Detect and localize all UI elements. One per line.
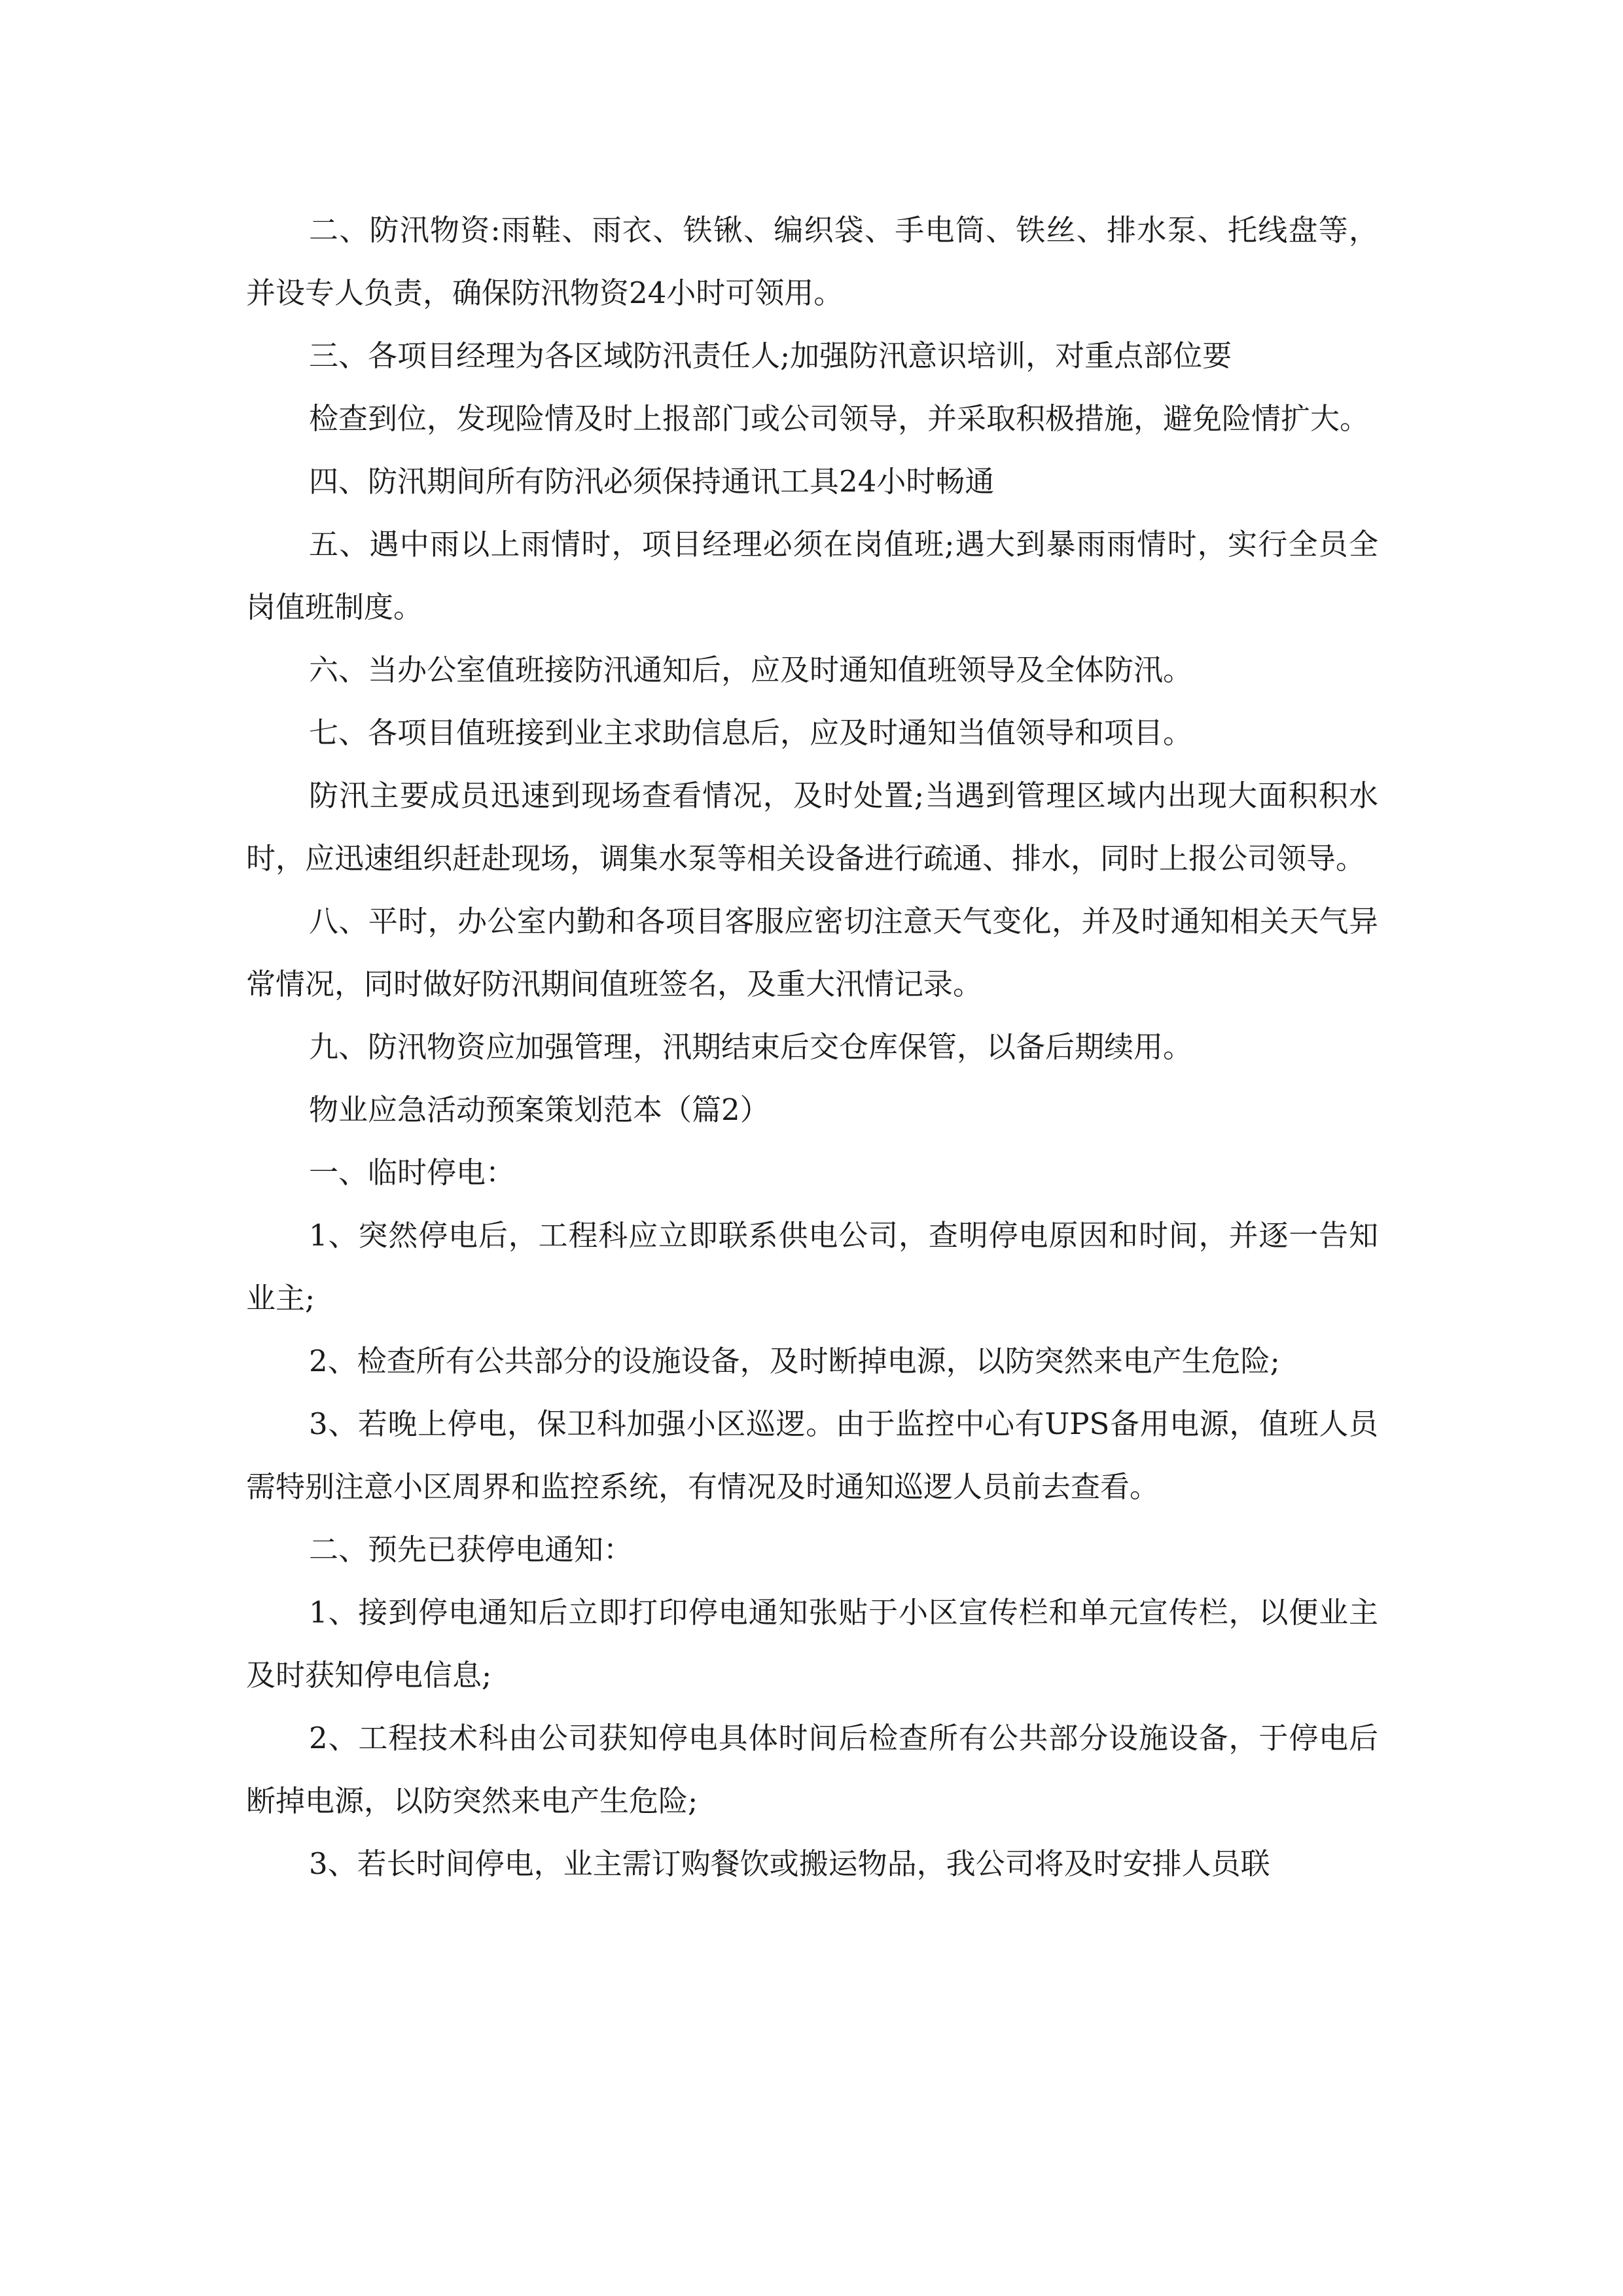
heading-notified-outage: 二、预先已获停电通知： bbox=[309, 1532, 633, 1567]
paragraph-notice-step-3: 3、若长时间停电，业主需订购餐饮或搬运物品，我公司将及时安排人员联 bbox=[309, 1846, 1270, 1881]
paragraph-supplies-storage: 九、防汛物资应加强管理，汛期结束后交仓库保管，以备后期续用。 bbox=[309, 1030, 1193, 1064]
paragraph-inspection: 检查到位，发现险情及时上报部门或公司领导，并采取积极措施，避免险情扩大。 bbox=[309, 401, 1370, 436]
paragraph-weather-watch: 八、平时，办公室内勤和各项目客服应密切注意天气变化，并及时通知相关天气异常情况，同时做好防汛期间值班签名，及重大汛情记录。 bbox=[246, 904, 1378, 1001]
section-title: 物业应急活动预案策划范本（篇2） bbox=[309, 1092, 770, 1127]
paragraph-project-managers: 三、各项目经理为各区域防汛责任人;加强防汛意识培训，对重点部位要 bbox=[309, 338, 1232, 373]
paragraph-owner-help: 七、各项目值班接到业主求助信息后，应及时通知当值领导和项目。 bbox=[309, 715, 1193, 750]
paragraph-outage-step-3: 3、若晚上停电，保卫科加强小区巡逻。由于监控中心有UPS备用电源，值班人员需特别注意小区周界和监控系统，有情况及时通知巡逻人员前去查看。 bbox=[246, 1407, 1378, 1504]
heading-temporary-outage: 一、临时停电： bbox=[309, 1155, 516, 1190]
paragraph-communication: 四、防汛期间所有防汛必须保持通讯工具24小时畅通 bbox=[309, 464, 995, 499]
paragraph-flood-supplies: 二、防汛物资:雨鞋、雨衣、铁锹、编织袋、手电筒、铁丝、排水泵、托线盘等，并设专人负责，确保防汛物资24小时可领用。 bbox=[246, 213, 1378, 310]
paragraph-outage-step-1: 1、突然停电后，工程科应立即联系供电公司，查明停电原因和时间，并逐一告知业主; bbox=[246, 1218, 1378, 1316]
paragraph-notice-step-1: 1、接到停电通知后立即打印停电通知张贴于小区宣传栏和单元宣传栏，以便业主及时获知停电信息; bbox=[246, 1595, 1378, 1693]
paragraph-outage-step-2: 2、检查所有公共部分的设施设备，及时断掉电源，以防突然来电产生危险; bbox=[309, 1344, 1280, 1378]
paragraph-office-notice: 六、当办公室值班接防汛通知后，应及时通知值班领导及全体防汛。 bbox=[309, 653, 1193, 687]
paragraph-response-team: 防汛主要成员迅速到现场查看情况，及时处置;当遇到管理区域内出现大面积积水时，应迅速组织赶赴现场，调集水泵等相关设备进行疏通、排水，同时上报公司领导。 bbox=[246, 778, 1378, 876]
paragraph-rain-duty: 五、遇中雨以上雨情时，项目经理必须在岗值班;遇大到暴雨雨情时，实行全员全岗值班制度。 bbox=[246, 527, 1378, 624]
paragraph-notice-step-2: 2、工程技术科由公司获知停电具体时间后检查所有公共部分设施设备，于停电后断掉电源，以防突然来电产生危险; bbox=[246, 1721, 1378, 1818]
document-body bbox=[246, 199, 1378, 1895]
